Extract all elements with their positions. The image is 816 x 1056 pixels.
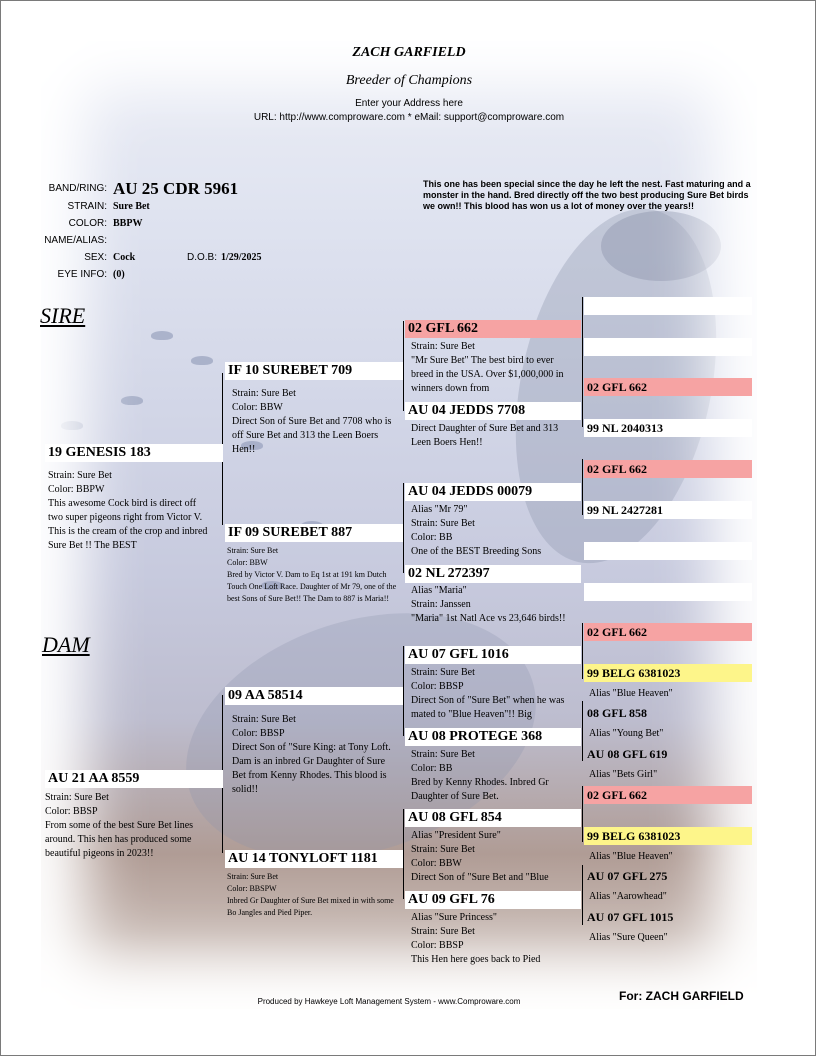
g2-band-4: AU 14 TONYLOFT 1181	[225, 850, 403, 868]
g4-empty-box	[584, 297, 752, 315]
breeder-tagline: Breeder of Champions	[345, 73, 473, 88]
sire-band: 19 GENESIS 183	[45, 444, 223, 462]
breeder-contact: URL: http://www.comproware.com * eMail: support@comproware.com	[253, 112, 565, 123]
dam-band: AU 21 AA 8559	[45, 770, 223, 788]
bird-color: BBPW	[113, 218, 143, 229]
g4-band-7: 08 GFL 858	[587, 706, 648, 720]
g4-bracket-5	[582, 786, 583, 842]
bird-dob: 1/29/2025	[221, 252, 262, 263]
g2-details-4: Strain: Sure Bet Color: BBSPW Inbred Gr Daughter of Sure Bet mixed in with some Bo Jangles and Pied Piper.	[227, 872, 394, 917]
g4-alias-10: Alias "Blue Heaven"	[589, 851, 673, 862]
g4-band-10: 99 BELG 6381023	[584, 827, 752, 845]
eye-label: EYE INFO:	[57, 269, 107, 280]
g4-alias-6: Alias "Blue Heaven"	[589, 688, 673, 699]
bird-strain: Sure Bet	[113, 201, 150, 212]
g4-band-6: 99 BELG 6381023	[584, 664, 752, 682]
g3-band-6: AU 08 PROTEGE 368	[405, 728, 581, 746]
g4-alias-8: Alias "Bets Girl"	[589, 769, 658, 780]
bird-sex: Cock	[113, 252, 136, 263]
g2-band-1: IF 10 SUREBET 709	[225, 362, 403, 380]
g2-details-2: Strain: Sure Bet Color: BBW Bred by Victor V. Dam to Eq 1st at 191 km Dutch Touch One Loft Race. Daughter of Mr 79, one of the best Sons of Sure Bet!! The Dam to 887 is Maria!!	[227, 546, 397, 603]
g4-band-9: 02 GFL 662	[584, 786, 752, 804]
breeder-name: ZACH GARFIELD	[352, 45, 466, 60]
g3-band-1: 02 GFL 662	[405, 320, 581, 338]
g3-details-7: Alias "President Sure" Strain: Sure Bet Color: BBW Direct Son of "Sure Bet and "Blue	[411, 830, 549, 883]
g4-bracket-1	[582, 297, 583, 427]
g4-bracket-4	[582, 701, 583, 761]
g3-bracket-3	[403, 646, 404, 736]
bird-comment: This one has been special since the day he left the nest. Fast maturing and a monster in the hand. Bred directly off the two best producing Sure Bet birds we own!! This blood has won us a lot of money over the years!!	[423, 179, 751, 211]
band-label: BAND/RING:	[48, 183, 107, 194]
g3-details-5: Strain: Sure Bet Color: BBSP Direct Son of "Sure Bet" when he was mated to "Blue Heaven"!! Big	[411, 667, 565, 720]
strain-label: STRAIN:	[67, 201, 107, 212]
g3-bracket-1	[403, 321, 404, 411]
g4-band-5: 02 GFL 662	[584, 623, 752, 641]
g3-details-3: Alias "Mr 79" Strain: Sure Bet Color: BB One of the BEST Breeding Sons	[411, 504, 542, 557]
dob-label: D.O.B:	[187, 252, 218, 263]
sex-label: SEX:	[84, 252, 107, 263]
footer-produced: Produced by Hawkeye Loft Management System - www.Comproware.com	[257, 997, 521, 1006]
g4-bracket-6	[582, 865, 583, 925]
g4-alias-7: Alias "Young Bet"	[589, 728, 664, 739]
g4-alias-11: Alias "Aarowhead"	[589, 891, 667, 902]
g3-band-7: AU 08 GFL 854	[405, 809, 581, 827]
g2-details-1: Strain: Sure Bet Color: BBW Direct Son of Sure Bet and 7708 who is off Sure Bet and 313 the Leen Boers Hen!!	[232, 388, 392, 455]
bird-eye: (0)	[113, 269, 125, 280]
g3-details-2: Direct Daughter of Sure Bet and 313 Leen Boers Hen!!	[411, 423, 559, 448]
g3-band-5: AU 07 GFL 1016	[405, 646, 581, 664]
footer-for: For: ZACH GARFIELD	[619, 989, 744, 1003]
g3-band-3: AU 04 JEDDS 00079	[405, 483, 581, 501]
g4-bracket-3	[582, 623, 583, 679]
bird-band: AU 25 CDR 5961	[113, 179, 239, 198]
g4-band-3: 02 GFL 662	[584, 460, 752, 478]
dam-details: Strain: Sure Bet Color: BBSP From some of the best Sure Bet lines around. This hen has produced some beautiful pigeons in 2023!!	[45, 792, 194, 859]
g4-band-1: 02 GFL 662	[584, 378, 752, 396]
breeder-address: Enter your Address here	[355, 98, 463, 109]
sire-heading: SIRE	[40, 303, 86, 328]
g2-details-3: Strain: Sure Bet Color: BBSP Direct Son of "Sure King: at Tony Loft. Dam is an inbred Gr Daughter of Sure Bet from Kenny Rhodes. This blood is solid!!	[232, 714, 391, 795]
g4-band-11: AU 07 GFL 275	[587, 869, 668, 883]
g3-details-1: Strain: Sure Bet "Mr Sure Bet" The best bird to ever breed in the USA. Over $1,000,000 in winners down from	[411, 341, 564, 394]
dam-heading: DAM	[42, 632, 90, 657]
g3-details-8: Alias "Sure Princess" Strain: Sure Bet Color: BBSP This Hen here goes back to Pied	[411, 912, 541, 965]
g3-details-4: Alias "Maria" Strain: Janssen "Maria" 1st Natl Ace vs 23,646 birds!!	[411, 585, 566, 624]
g2-band-2: IF 09 SUREBET 887	[225, 524, 403, 542]
g4-band-12: AU 07 GFL 1015	[587, 910, 674, 924]
name-label: NAME/ALIAS:	[44, 235, 107, 246]
g4-band-4: 99 NL 2427281	[584, 501, 752, 519]
g4-bracket-2	[582, 459, 583, 515]
g4-band-2: 99 NL 2040313	[584, 419, 752, 437]
g4-alias-12: Alias "Sure Queen"	[589, 932, 668, 943]
g2-band-3: 09 AA 58514	[225, 687, 403, 705]
g3-band-2: AU 04 JEDDS 7708	[405, 402, 581, 420]
color-label: COLOR:	[68, 218, 107, 229]
sire-details: Strain: Sure Bet Color: BBPW This awesome Cock bird is direct off two super pigeons right from Victor V. This is the cream of the crop and inbred Sure Bet !! The BEST	[48, 470, 208, 551]
g3-band-8: AU 09 GFL 76	[405, 891, 581, 909]
g3-details-6: Strain: Sure Bet Color: BB Bred by Kenny Rhodes. Inbred Gr Daughter of Sure Bet.	[411, 749, 549, 802]
g3-band-4: 02 NL 272397	[405, 565, 581, 583]
g3-bracket-2	[403, 483, 404, 573]
g4-band-8: AU 08 GFL 619	[587, 747, 668, 761]
